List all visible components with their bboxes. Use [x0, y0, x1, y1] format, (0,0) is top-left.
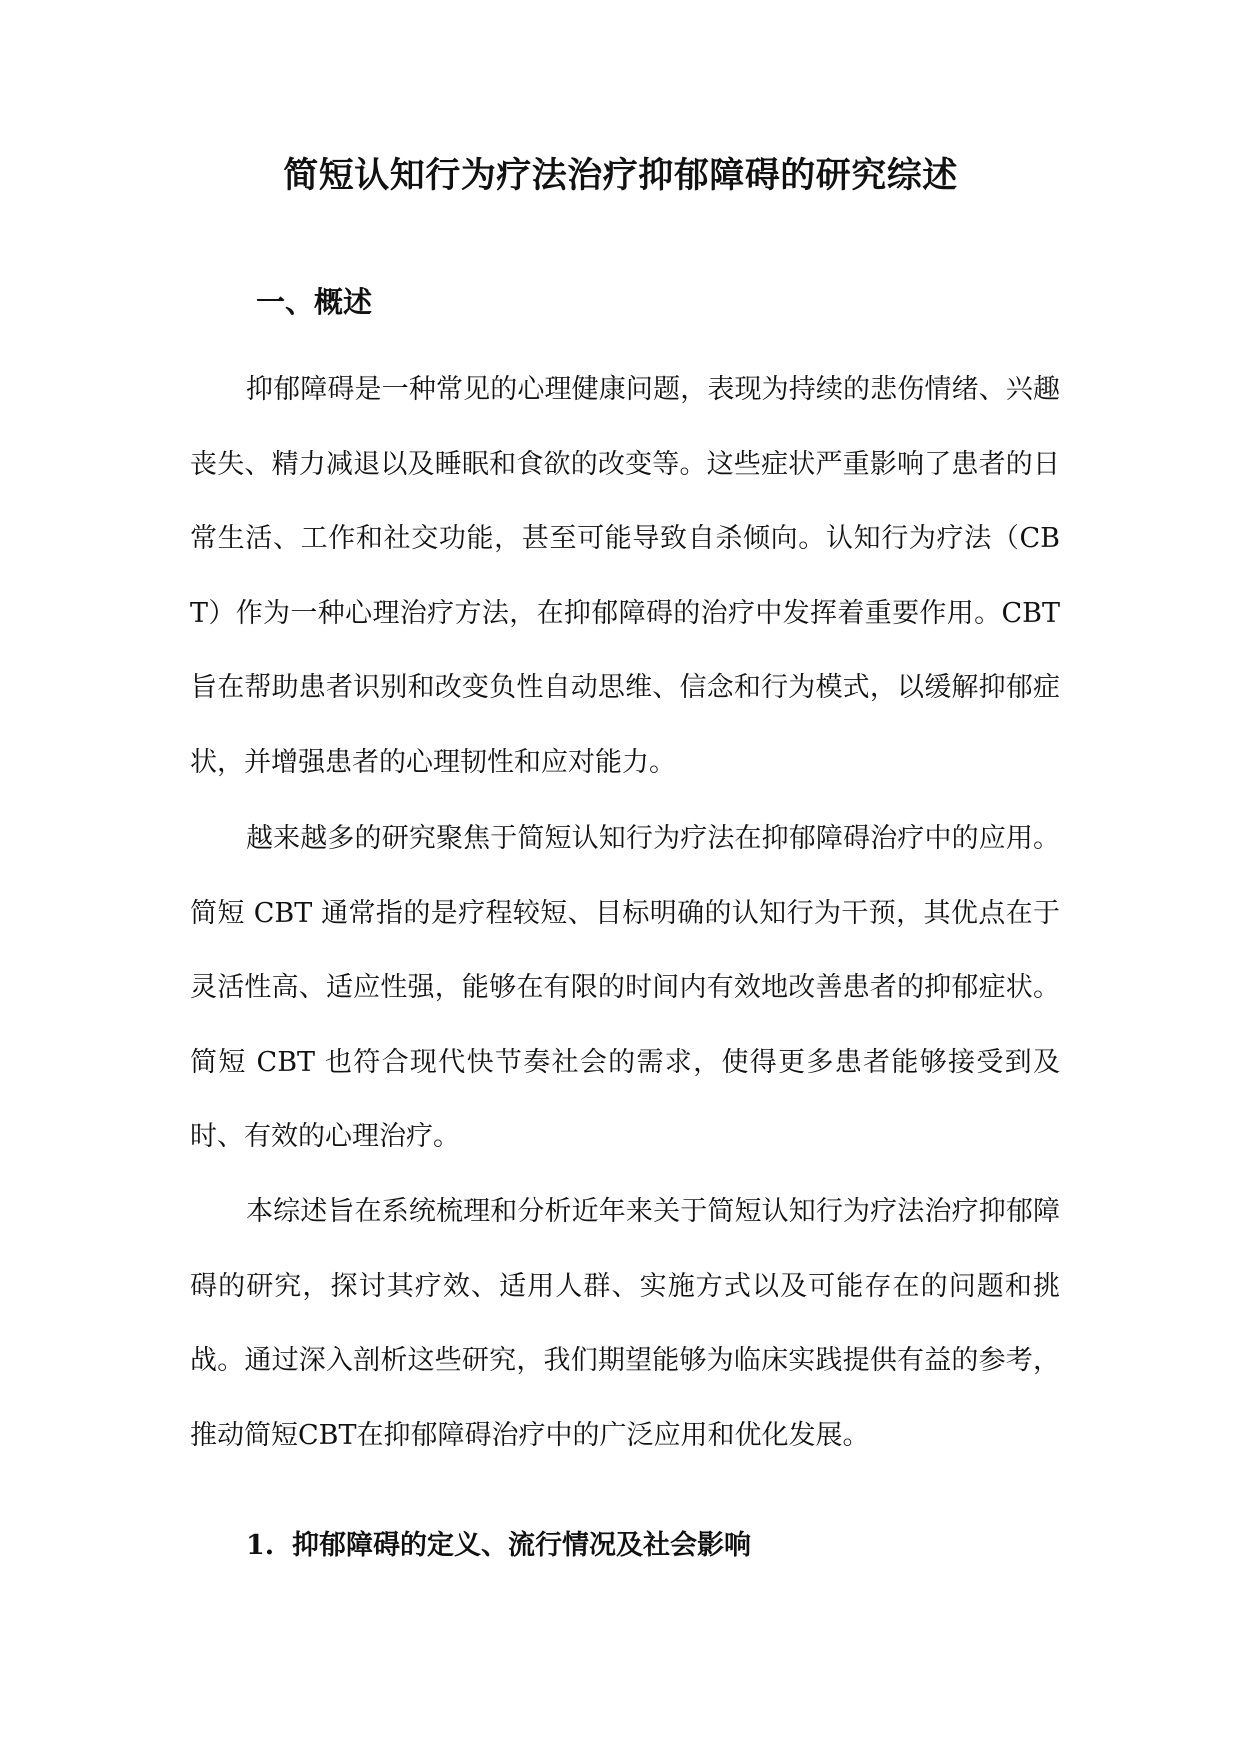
document-title: 简短认知行为疗法治疗抑郁障碍的研究综述: [283, 155, 958, 196]
section-heading-overview: 一、概述: [256, 285, 373, 319]
subsection-title: 抑郁障碍的定义、流行情况及社会影响: [292, 1530, 751, 1561]
paragraph-review-aim: 本综述旨在系统梳理和分析近年来关于简短认知行为疗法治疗抑郁障碍的研究，探讨其疗效、适用人群、实施方式以及可能存在的问题和挑战。通过深入剖析这些研究，我们期望能够为临床实践提供有益的参考，推动简短CBT在抑郁障碍治疗中的广泛应用和优化发展。: [190, 1196, 1060, 1451]
paragraph-definition: 抑郁障碍是一种常见的心理健康问题，表现为持续的悲伤情绪、兴趣丧失、精力减退以及睡眠和食欲的改变等。这些症状严重影响了患者的日常生活、工作和社交功能，甚至可能导致自杀倾向。认知行为疗法（CBT）作为一种心理治疗方法，在抑郁障碍的治疗中发挥着重要作用。CBT 旨在帮助患者识别和改变负性自动思维、信念和行为模式，以缓解抑郁症状，并增强患者的心理韧性和应对能力。: [190, 374, 1060, 778]
paragraph-brief-cbt: 越来越多的研究聚焦于简短认知行为疗法在抑郁障碍治疗中的应用。简短 CBT 通常指的是疗程较短、目标明确的认知行为干预，其优点在于灵活性高、适应性强，能够在有限的时间内有效地改善患者的抑郁症状。简短 CBT 也符合现代快节奏社会的需求，使得更多患者能够接受到及时、有效的心理治疗。: [190, 823, 1060, 1153]
subsection-heading: [246, 1524, 751, 1568]
subsection-number: 1.: [246, 1530, 275, 1561]
